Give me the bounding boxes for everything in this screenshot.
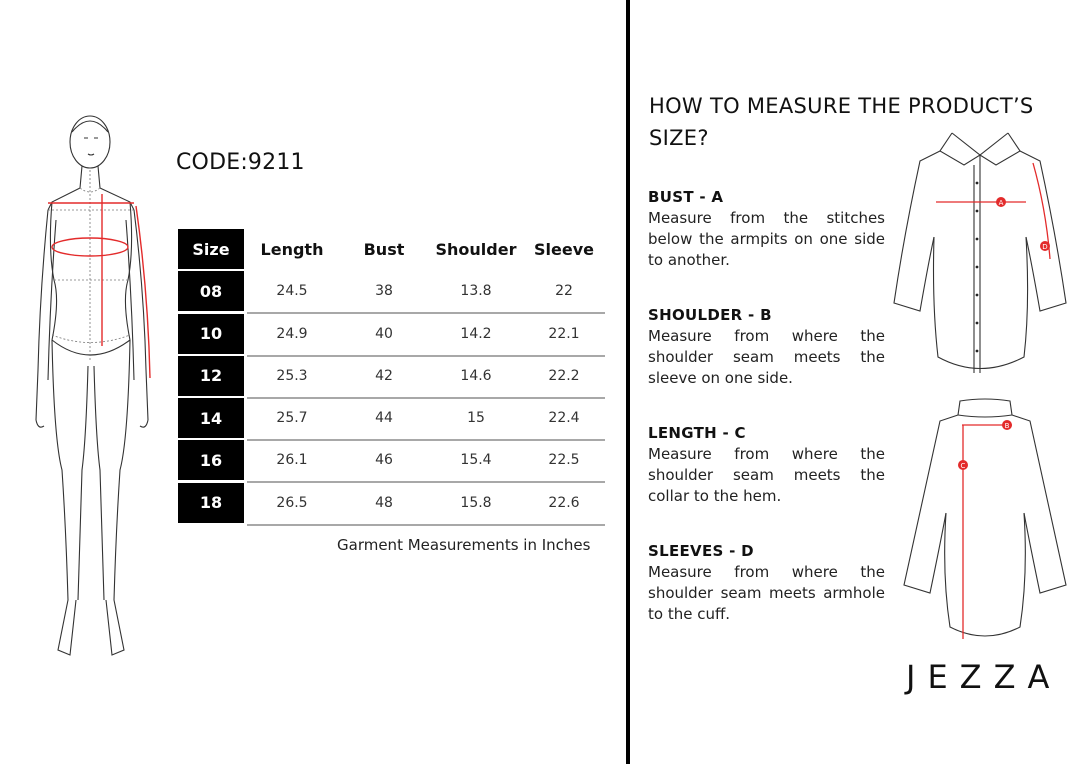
shirt-front-illustration	[890, 125, 1070, 380]
guide-section-length	[648, 423, 885, 507]
guide-section-shoulder	[648, 305, 885, 389]
marker-c: C	[960, 462, 966, 470]
section-title: SLEEVES - D	[648, 542, 754, 560]
bust-cell: 38	[375, 283, 393, 300]
size-cell: 18	[178, 483, 244, 523]
length-cell: 26.1	[276, 452, 308, 469]
sleeve-cell: 22.6	[548, 494, 580, 511]
row-divider	[247, 524, 605, 526]
length-cell: 24.5	[276, 283, 308, 300]
section-title: BUST - A	[648, 188, 724, 206]
header-shoulder: Shoulder	[435, 239, 517, 259]
length-cell: 25.7	[276, 410, 308, 427]
bust-cell: 42	[375, 367, 393, 384]
header-sleeve: Sleeve	[534, 239, 594, 259]
section-text: Measure from where the shoulder seam meets the collar to the hem.	[648, 445, 885, 505]
bust-cell: 44	[375, 410, 393, 427]
section-text: Measure from where the shoulder seam meets the sleeve on one side.	[648, 327, 885, 387]
marker-b: B	[1004, 422, 1010, 430]
section-title: LENGTH - C	[648, 424, 746, 442]
marker-a: A	[998, 199, 1004, 207]
bust-cell: 40	[375, 325, 393, 342]
section-text: Measure from the stitches below the armpits on one side to another.	[648, 209, 885, 269]
length-cell: 25.3	[276, 367, 308, 384]
bust-cell: 46	[375, 452, 393, 469]
header-bust: Bust	[363, 239, 405, 259]
length-cell: 24.9	[276, 325, 308, 342]
section-text: Measure from where the shoulder seam meets armhole to the cuff.	[648, 563, 885, 623]
length-cell: 26.5	[276, 494, 308, 511]
header-size: Size	[178, 229, 244, 269]
shoulder-cell: 15	[467, 410, 485, 427]
shoulder-cell: 13.8	[460, 283, 492, 300]
header-length: Length	[260, 239, 324, 259]
size-cell: 14	[178, 398, 244, 438]
sleeve-cell: 22.1	[548, 325, 580, 342]
sleeve-cell: 22.4	[548, 410, 580, 427]
size-cell: 12	[178, 356, 244, 396]
fashion-figure-illustration	[22, 110, 172, 660]
guide-title: HOW TO MEASURE THE PRODUCT’S SIZE?	[649, 94, 1034, 150]
shoulder-cell: 15.8	[460, 494, 492, 511]
section-title: SHOULDER - B	[648, 306, 772, 324]
table-caption: Garment Measurements in Inches	[337, 536, 591, 554]
guide-section-sleeves	[648, 541, 885, 625]
size-cell: 08	[178, 271, 244, 311]
brand-logo: JEZZA	[906, 658, 1062, 696]
sleeve-cell: 22	[555, 283, 573, 300]
shoulder-cell: 14.2	[460, 325, 492, 342]
vertical-divider	[626, 0, 630, 764]
product-code: CODE:9211	[176, 150, 305, 175]
shoulder-cell: 15.4	[460, 452, 492, 469]
size-cell: 16	[178, 440, 244, 480]
size-cell: 10	[178, 314, 244, 354]
sleeve-cell: 22.2	[548, 367, 580, 384]
sleeve-cell: 22.5	[548, 452, 580, 469]
shoulder-cell: 14.6	[460, 367, 492, 384]
shirt-back-illustration	[900, 395, 1070, 645]
marker-d: D	[1042, 243, 1048, 251]
bust-cell: 48	[375, 494, 393, 511]
guide-section-bust	[648, 187, 885, 271]
